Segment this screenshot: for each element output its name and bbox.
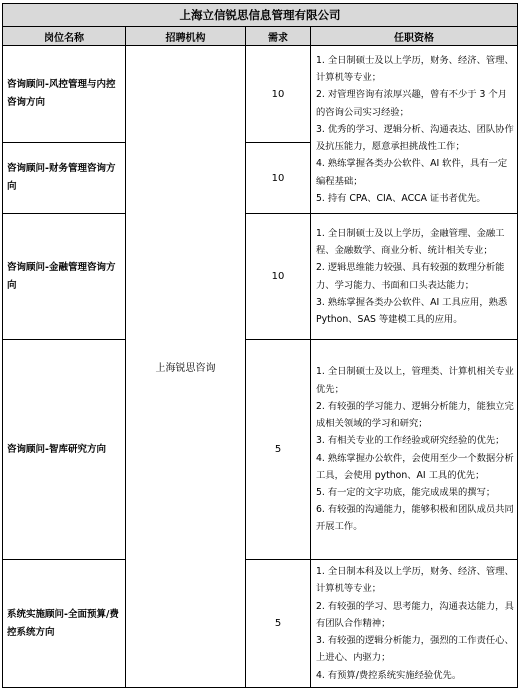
requirement-item: 1. 全日制硕士及以上学历，金融管理、金融工程、金融数学、商业分析、统计相关专业； — [316, 227, 505, 257]
header-requirements: 任职资格 — [311, 27, 518, 46]
requirement-item: 3. 有较强的逻辑分析能力，强烈的工作责任心、上进心、内驱力； — [316, 635, 514, 664]
table-row — [3, 560, 518, 688]
requirements-list — [311, 340, 518, 560]
table-row — [3, 46, 518, 143]
requirements-list — [311, 214, 518, 340]
requirements-list — [311, 560, 518, 688]
header-count: 需求 — [246, 27, 311, 46]
requirement-item: 4. 有预算/费控系统实施经验优先。 — [316, 669, 462, 681]
table-row — [3, 214, 518, 340]
position-name: 咨询顾问-智库研究方向 — [3, 340, 126, 560]
requirement-item: 1. 全日制硕士及以上学历，财务、经济、管理、计算机等专业； — [316, 55, 514, 84]
position-name: 咨询顾问-金融管理咨询方向 — [3, 214, 126, 340]
requirement-item: 4. 熟练掌握办公软件，会使用至少一个数据分析工具，会使用 python、AI 工具的优先； — [316, 452, 514, 481]
recruitment-table — [2, 3, 518, 688]
requirement-item: 5. 持有 CPA、CIA、ACCA 证书者优先。 — [316, 192, 486, 204]
requirement-item: 6. 有较强的沟通能力，能够积极和团队成员共同开展工作。 — [316, 504, 514, 533]
requirement-item: 5. 有一定的文字功底，能完成成果的撰写； — [316, 486, 496, 498]
header-row — [3, 27, 518, 46]
demand-count: 10 — [246, 214, 311, 340]
requirement-item: 1. 全日制本科及以上学历，财务、经济、管理、计算机等专业； — [316, 566, 514, 595]
requirement-item: 3. 熟练掌握各类办公软件、AI 工具应用，熟悉 Python、SAS 等建模工具的应用。 — [316, 296, 508, 325]
header-organization: 招聘机构 — [126, 27, 246, 46]
position-name: 系统实施顾问-全面预算/费控系统方向 — [3, 560, 126, 688]
requirement-item: 2. 对管理咨询有浓厚兴趣，曾有不少于 3 个月的咨询公司实习经验； — [316, 89, 507, 118]
company-title: 上海立信锐思信息管理有限公司 — [3, 4, 518, 27]
demand-count: 5 — [246, 560, 311, 688]
requirements-list — [311, 46, 518, 214]
table-row — [3, 340, 518, 560]
header-position: 岗位名称 — [3, 27, 126, 46]
requirement-item: 4. 熟练掌握各类办公软件、AI 软件，具有一定编程基础； — [316, 158, 508, 187]
organization-name: 上海锐思咨询 — [126, 46, 246, 688]
requirement-item: 3. 有相关专业的工作经验或研究经验的优先； — [316, 435, 505, 447]
requirement-item: 2. 有较强的学习、思考能力，沟通表达能力，具有团队合作精神； — [316, 600, 514, 629]
requirement-item: 3. 优秀的学习、逻辑分析、沟通表达、团队协作及抗压能力，愿意承担挑战性工作； — [316, 123, 514, 153]
requirement-item: 2. 逻辑思维能力较强、具有较强的数理分析能力、学习能力、书面和口头表达能力； — [316, 262, 505, 291]
demand-count: 5 — [246, 340, 311, 560]
demand-count: 10 — [246, 143, 311, 214]
requirement-item: 1. 全日制硕士及以上，管理类、计算机相关专业优先； — [316, 366, 514, 395]
demand-count: 10 — [246, 46, 311, 143]
position-name: 咨询顾问-财务管理咨询方向 — [3, 143, 126, 214]
position-name: 咨询顾问-风控管理与内控咨询方向 — [3, 46, 126, 143]
requirement-item: 2. 有较强的学习能力、逻辑分析能力，能独立完成相关领域的学习和研究； — [316, 400, 514, 430]
